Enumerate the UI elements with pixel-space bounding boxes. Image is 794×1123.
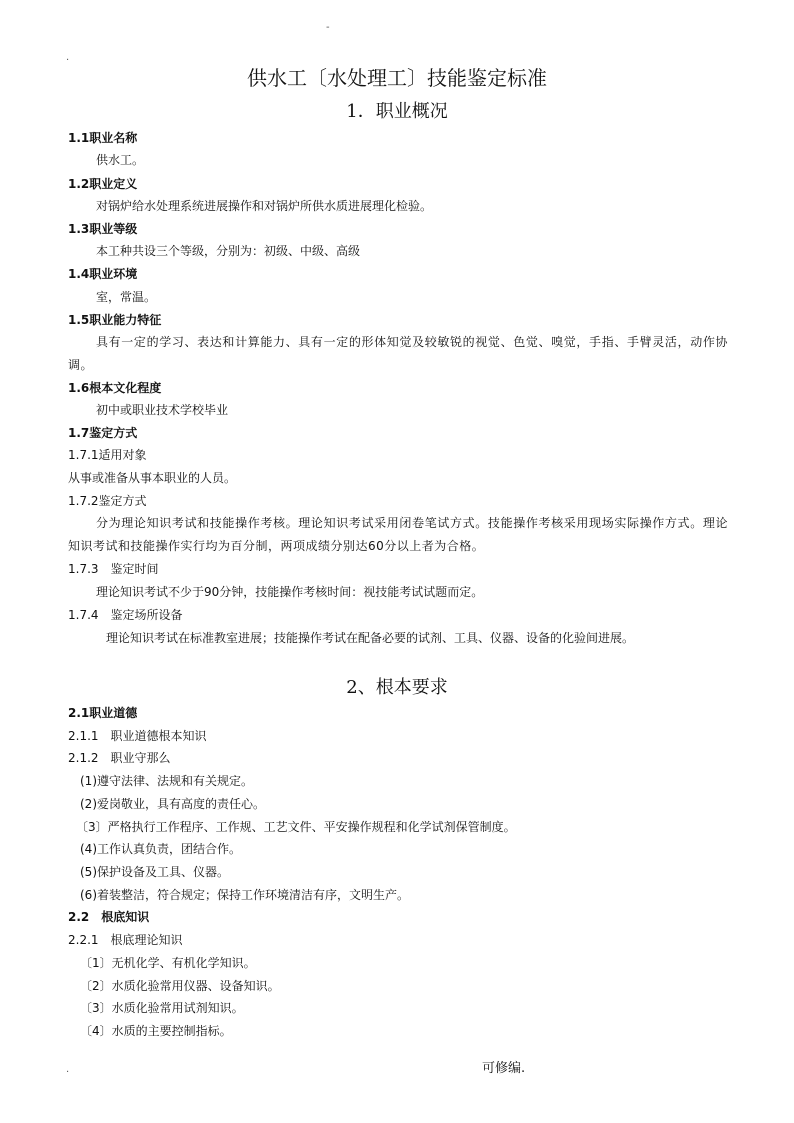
text-1-6: 初中或职业技术学校毕业 bbox=[96, 403, 229, 417]
heading-2-1: 2.1职业道德 bbox=[68, 706, 138, 720]
section-1-title: 1．职业概况 bbox=[346, 101, 448, 122]
list-item: 〔2〕水质化验常用仪器、设备知识。 bbox=[80, 979, 280, 993]
list-item: (6)着装整洁，符合规定；保持工作环境清洁有序，文明生产。 bbox=[80, 888, 410, 902]
text-1-7-4: 理论知识考试在标准教室进展；技能操作考试在配备必要的试剂、工具、仪器、设备的化验间进展。 bbox=[106, 631, 635, 645]
list-item: 〔3〕水质化验常用试剂知识。 bbox=[80, 1001, 244, 1015]
top-mark: - bbox=[326, 22, 330, 33]
text-1-5: 具有一定的学习、表达和计算能力、具有一定的形体知觉及较敏锐的视觉、色觉、嗅觉，手指、手臂灵活，动作协调。 bbox=[68, 335, 728, 372]
heading-2-2-1: 2.2.1 根底理论知识 bbox=[68, 933, 183, 947]
text-1-7-3: 理论知识考试不少于90分钟，技能操作考核时间：视技能考试试题而定。 bbox=[96, 585, 484, 599]
heading-1-4: 1.4职业环境 bbox=[68, 267, 138, 281]
text-1-1: 供水工。 bbox=[96, 153, 145, 167]
heading-2-1-1: 2.1.1 职业道德根本知识 bbox=[68, 729, 207, 743]
heading-1-7-3: 1.7.3 鉴定时间 bbox=[68, 562, 159, 576]
text-1-4: 室，常温。 bbox=[96, 290, 157, 304]
heading-1-7-4: 1.7.4 鉴定场所设备 bbox=[68, 608, 183, 622]
list-item: (1)遵守法律、法规和有关规定。 bbox=[80, 774, 253, 788]
heading-2-2: 2.2 根底知识 bbox=[68, 910, 150, 924]
list-item: (5)保护设备及工具、仪器。 bbox=[80, 865, 229, 879]
heading-1-7-2: 1.7.2鉴定方式 bbox=[68, 494, 147, 508]
heading-1-3: 1.3职业等级 bbox=[68, 222, 138, 236]
heading-2-1-2: 2.1.2 职业守那么 bbox=[68, 751, 171, 765]
page-footer: 可修编. bbox=[482, 1061, 526, 1076]
heading-1-7-1: 1.7.1适用对象 bbox=[68, 448, 147, 462]
heading-1-1: 1.1职业名称 bbox=[68, 131, 138, 145]
text-1-7-2: 分为理论知识考试和技能操作考核。理论知识考试采用闭卷笔试方式。技能操作考核采用现场实际操作方式。理论知识考试和技能操作实行均为百分制，两项成绩分别达60分以上者为合格。 bbox=[68, 516, 728, 553]
corner-mark-top: . bbox=[66, 52, 70, 63]
list-item: (4)工作认真负责，团结合作。 bbox=[80, 842, 241, 856]
heading-1-7: 1.7鉴定方式 bbox=[68, 426, 138, 440]
heading-1-2: 1.2职业定义 bbox=[68, 177, 138, 191]
document-title: 供水工〔水处理工〕技能鉴定标准 bbox=[247, 66, 547, 90]
heading-1-5: 1.5职业能力特征 bbox=[68, 313, 162, 327]
heading-1-6: 1.6根本文化程度 bbox=[68, 381, 162, 395]
list-item: 〔1〕无机化学、有机化学知识。 bbox=[80, 956, 256, 970]
text-1-2: 对锅炉给水处理系统进展操作和对锅炉所供水质进展理化检验。 bbox=[96, 199, 433, 213]
text-1-3: 本工种共设三个等级，分别为：初级、中级、高级 bbox=[96, 244, 361, 258]
text-1-7-1: 从事或准备从事本职业的人员。 bbox=[68, 471, 237, 485]
corner-mark-bottom: . bbox=[66, 1064, 70, 1075]
section-2-title: 2、根本要求 bbox=[346, 677, 448, 698]
list-item: 〔4〕水质的主要控制指标。 bbox=[80, 1024, 232, 1038]
list-item: 〔3〕严格执行工作程序、工作规、工艺文件、平安操作规程和化学试剂保管制度。 bbox=[76, 820, 516, 834]
list-item: (2)爱岗敬业，具有高度的责任心。 bbox=[80, 797, 265, 811]
